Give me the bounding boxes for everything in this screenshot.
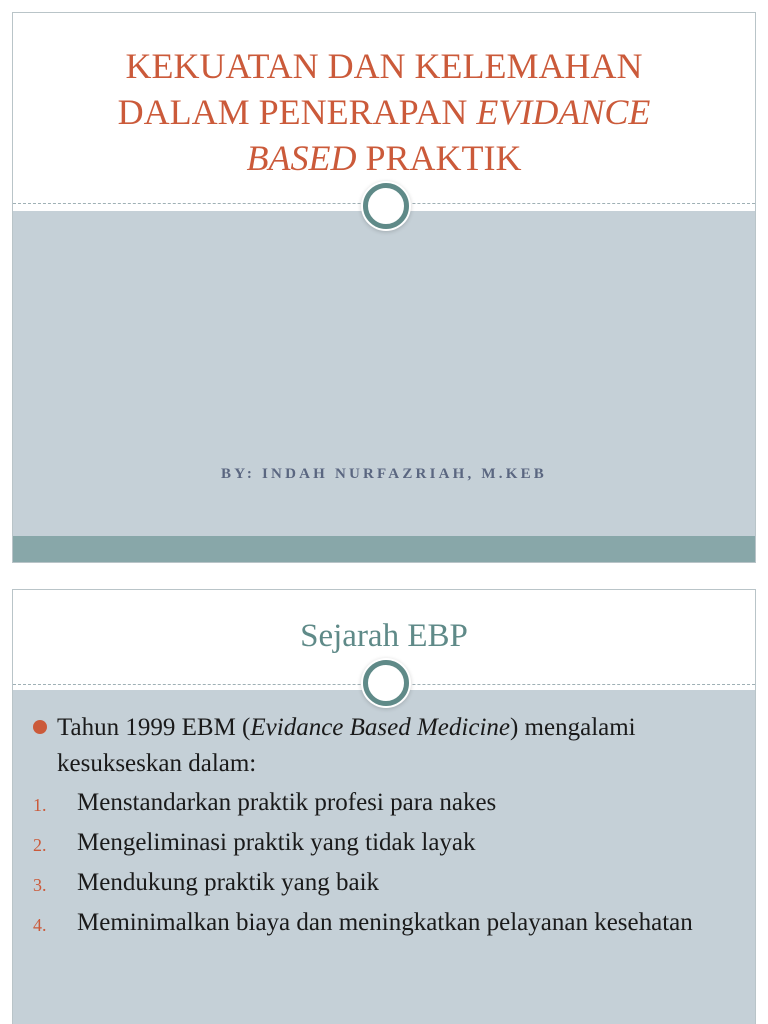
list-item <box>33 906 743 940</box>
slide-title <box>53 43 715 181</box>
title-line-1: KEKUATAN DAN KELEMAHAN <box>125 46 643 86</box>
subtitle-panel <box>13 211 755 536</box>
title-line-2-regular: DALAM PENERAPAN <box>117 92 477 132</box>
footer-bar <box>13 536 755 563</box>
list-number: 2. <box>33 835 47 855</box>
list-text: Mendukung praktik yang baik <box>77 869 380 896</box>
bullet-text <box>33 710 733 782</box>
author-byline: BY: INDAH NURFAZRIAH, M.KEB <box>221 466 547 482</box>
title-slide <box>12 12 756 563</box>
list-number: 4. <box>33 915 47 935</box>
bullet-dot-icon <box>33 720 47 734</box>
list-text: Mengeliminasi praktik yang tidak layak <box>77 829 476 856</box>
bullet-item <box>33 710 733 782</box>
list-number: 1. <box>33 795 47 815</box>
slide-heading: Sejarah EBP <box>300 618 468 654</box>
ring-ornament-icon <box>363 660 409 706</box>
list-number: 3. <box>33 875 47 895</box>
content-slide <box>12 589 756 1024</box>
bullet-text-a: Tahun 1999 EBM ( <box>57 714 251 741</box>
list-item <box>33 866 743 900</box>
title-line-3 <box>53 135 715 181</box>
bullet-text-italic: Evidance Based Medicine <box>250 714 510 741</box>
list-text: Menstandarkan praktik profesi para nakes <box>77 789 497 816</box>
title-line-3-italic: BASED <box>246 138 357 178</box>
title-line-2 <box>53 89 715 135</box>
title-line-2-italic: EVIDANCE <box>476 92 651 132</box>
list-text: Meminimalkan biaya dan meningkatkan pelayanan kesehatan <box>77 909 693 936</box>
list-item <box>33 826 743 860</box>
bullet-text-c: ) mengalami kesukseskan dalam: <box>57 714 636 777</box>
ring-ornament-icon <box>363 183 409 229</box>
list-item <box>33 786 743 820</box>
title-line-3-regular: PRAKTIK <box>356 138 522 178</box>
